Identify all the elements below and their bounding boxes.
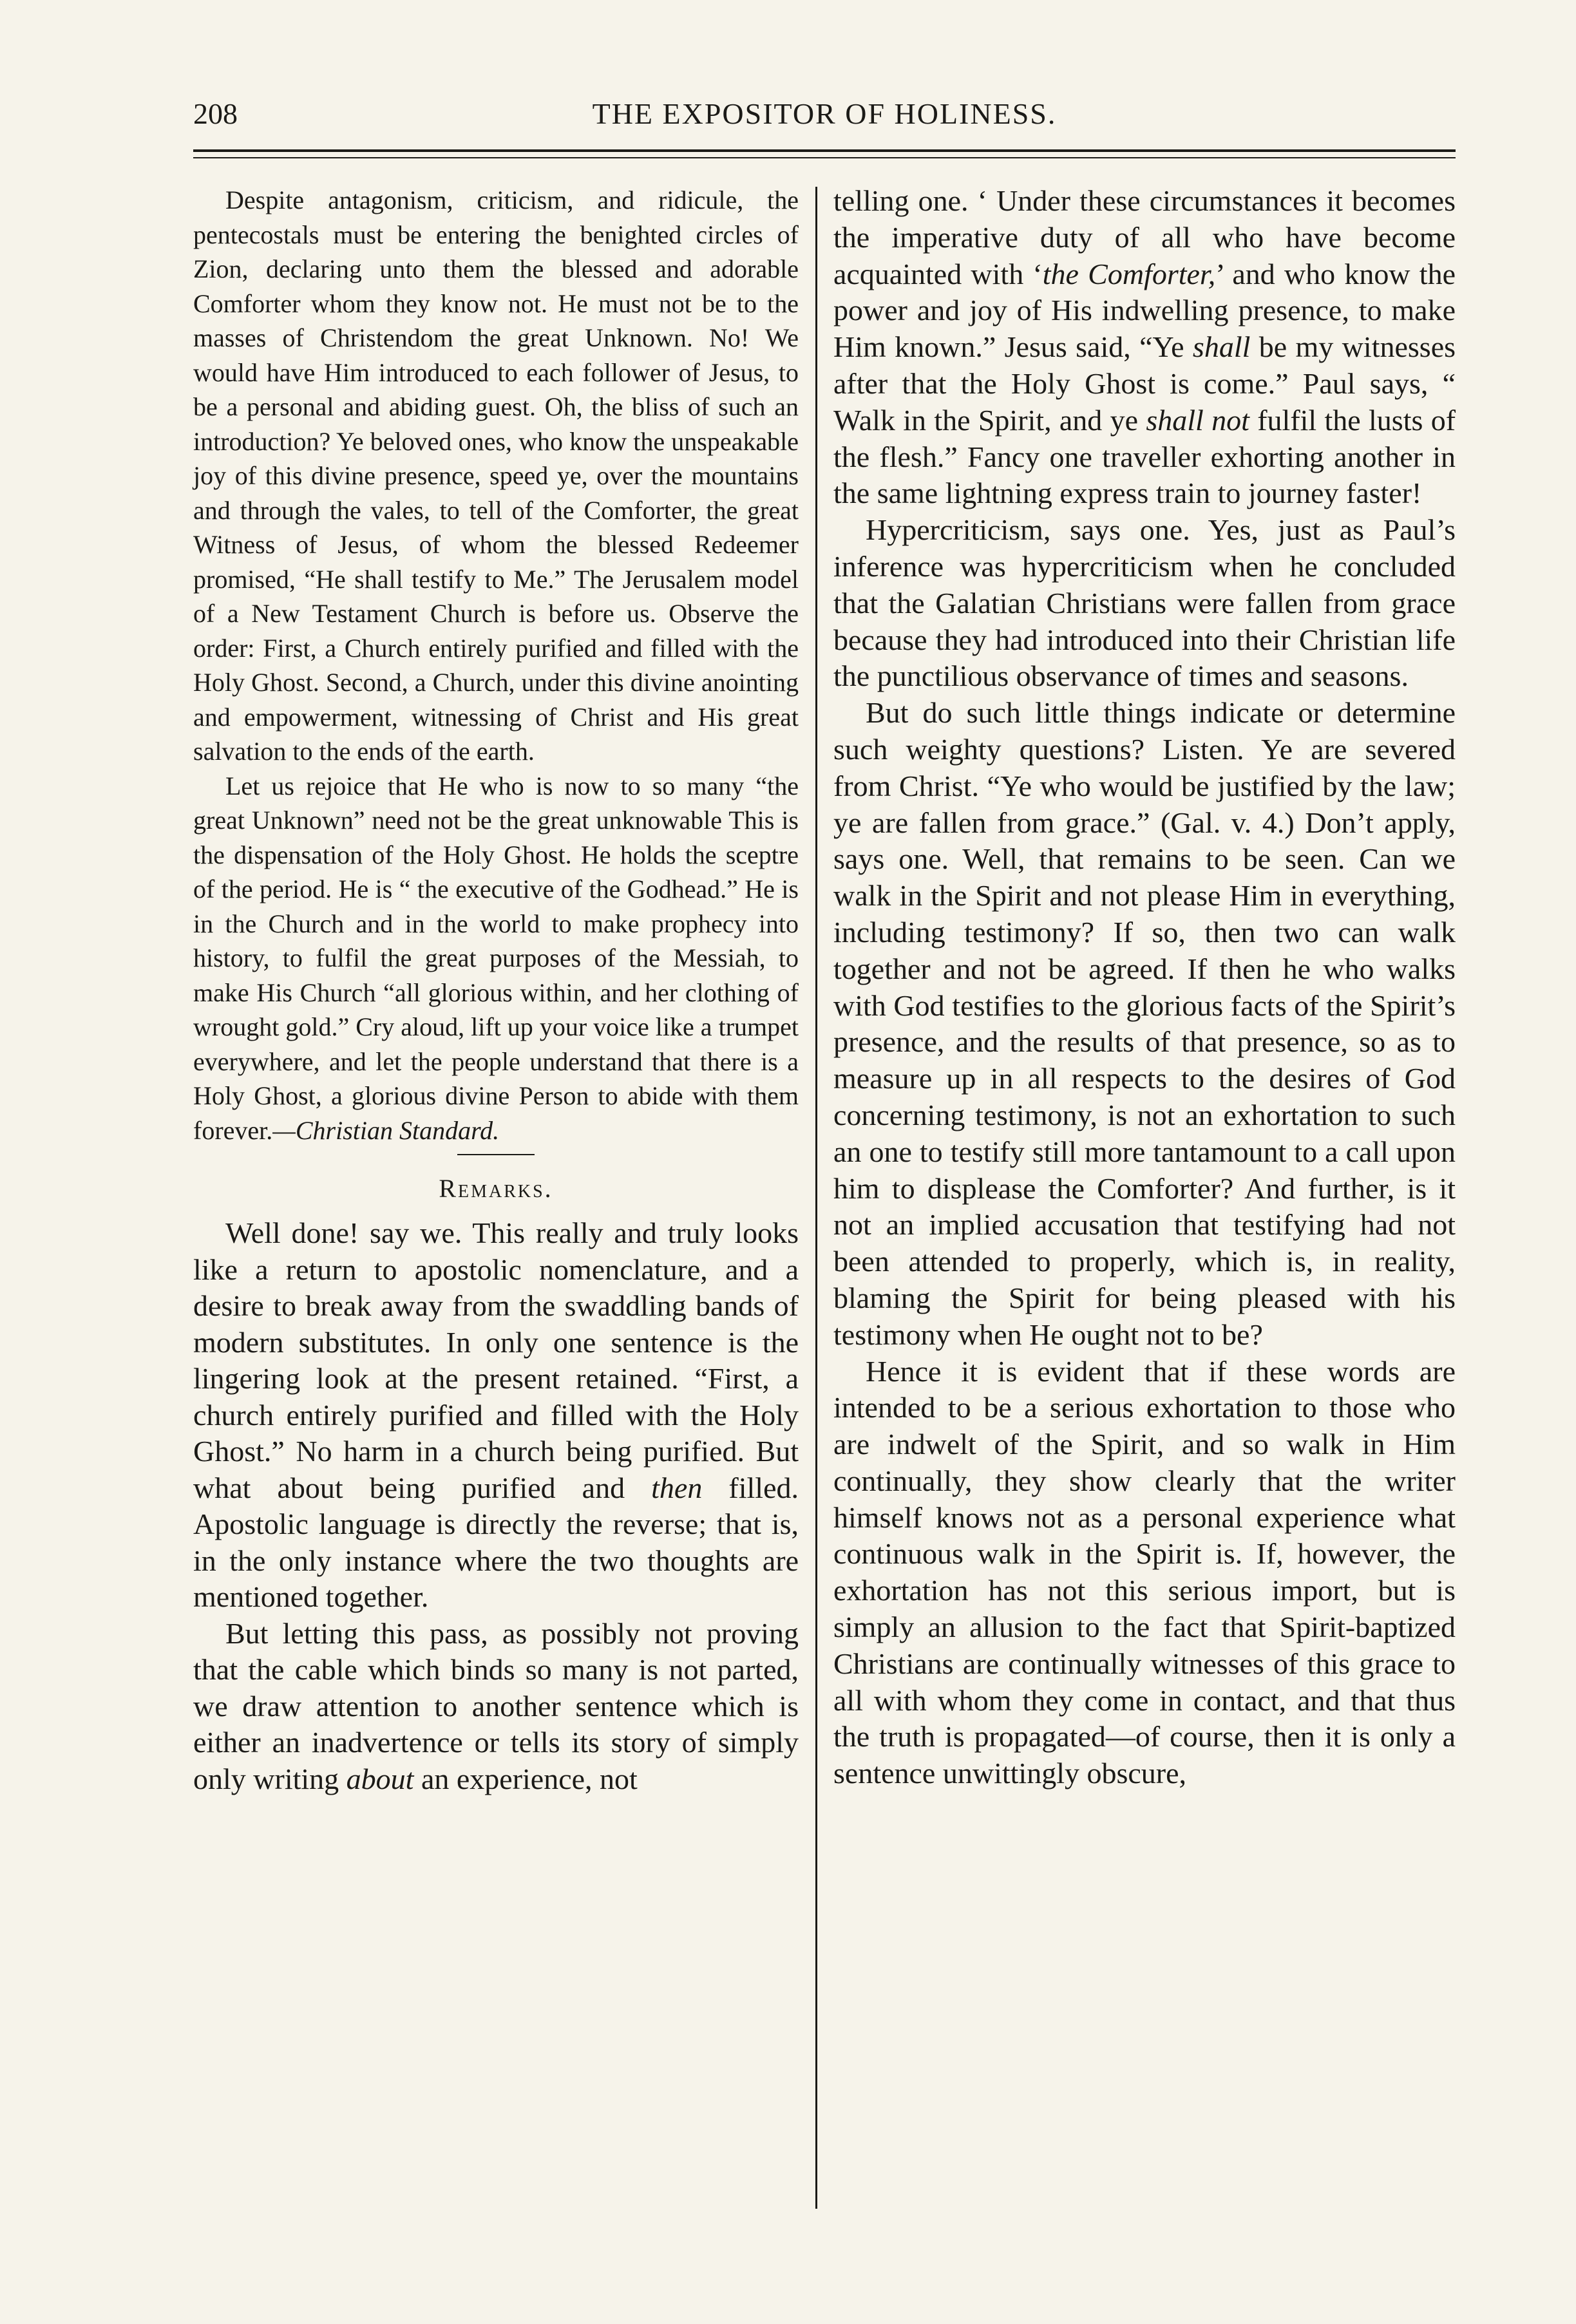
remarks-paragraph-2-a: But letting this pass, as possibly not proving that the cable which binds so many is not parted, we draw attention to another sentence which is either an inadvertence or tells its story of simply only writing [193,1616,799,1795]
remarks-paragraph-1 [193,1215,799,1616]
remarks-body [193,1215,799,1797]
header-rule-thin [193,157,1456,158]
remarks-heading: Remarks. [439,1174,553,1203]
right-paragraph-1-b: ’ and who know the power and joy of His indwelling presence, to make Him known.” Jesus said, “Ye [833,257,1456,364]
quoted-article [193,183,799,1148]
page-number: 208 [193,97,238,130]
article-paragraph-1: Despite antagonism, criticism, and ridicule, the pentecostals must be entering the benighted circles of Zion, declaring unto them the blessed and adorable Comforter whom they know not. He must not be to the masses of Christendom the great Unknown. No! We would have Him introduced to each follower of Jesus, to be a personal and abiding guest. Oh, the bliss of such an introduction? Ye beloved ones, who know the unspeakable joy of this divine presence, speed ye, over the mountains and through the vales, to tell of the Comforter, the great Witness of Jesus, of whom the blessed Redeemer promised, “He shall testify to Me.” The Jerusalem model of a New Testament Church is before us. Observe the order: First, a Church entirely purified and filled with the Holy Ghost. Second, a Church, under this divine anointing and empowerment, witnessing of Christ and His great salvation to the ends of the earth. [193,185,799,766]
running-title: THE EXPOSITOR OF HOLINESS. [592,97,1057,130]
right-paragraph-3: But do such little things indicate or determine such weighty questions? Listen. Ye are severed from Christ. “Ye who would be justified by the law; ye are fallen from grace.” (Gal. v. 4.) Don’t apply, says one. Well, that remains to be seen. Can we walk in the Spirit and not please Him in everything, including testimony? If so, then two can walk together and not be agreed. If then he who walks with God testifies to the glorious facts of the Spirit’s presence, and the results of that presence, so as to measure up in all respects to the desires of God concerning testimony, is not an exhortation to such an one to testify still more tantamount to a call upon him to displease the Comforter? And further, is it not an implied accusation that testifying had not been attended to properly, which is, in reality, blaming the Spirit for being pleased with his testimony when He ought not to be? [833,696,1456,1351]
article-paragraph-2 [193,769,799,1148]
right-paragraph-1-d: fulfil the lusts of the flesh.” Fancy one traveller exhorting another in the same lightning express train to journey faster! [833,403,1456,510]
article-paragraph-2-text: Let us rejoice that He who is now to so many “the great Unknown” need not be the great unknowable This is the dispensation of the Holy Ghost. He holds the sceptre of the period. He is “ the executive of the Godhead.” He is in the Church and in the world to make prophecy into history, to fulfil the great purposes of the Messiah, to make His Church “all glorious within, and her clothing of wrought gold.” Cry aloud, lift up your voice like a trumpet everywhere, and let the people understand that there is a Holy Ghost, a glorious divine Person to abide with them forever. [193,771,799,1145]
page-header [193,90,1456,142]
remarks-paragraph-2-em: about [346,1762,414,1795]
right-paragraph-1 [833,183,1456,512]
remarks-paragraph-2-b: an experience, not [421,1762,638,1795]
right-paragraph-1-em3: shall not [1146,403,1249,437]
right-column [833,183,1456,1792]
right-paragraph-1-a: telling one. ‘ Under these circumstances it becomes the imperative duty of all who have become acquainted with ‘ [833,184,1456,290]
article-attribution: —Christian Standard. [272,1115,500,1145]
right-paragraph-1-em2: shall [1192,330,1251,364]
remarks-paragraph-1-em: then [651,1471,703,1504]
right-paragraph-2: Hypercriticism, says one. Yes, just as Paul’s inference was hypercriticism when he concluded that the Galatian Christians were fallen from grace because they had introduced into their Christian life the punctilious observance of times and seasons. [833,513,1456,693]
column-divider [815,187,817,2209]
right-paragraph-4: Hence it is evident that if these words are intended to be a serious exhortation to those who are indwelt of the Spirit, and so walk in Him continually, they show clearly that the writer himself knows not as a personal experience what continuous walk in the Spirit is. If, however, the exhortation has not this serious import, but is simply an allusion to the fact that Spirit-baptized Christians are continually witnesses of this grace to all with whom they come in contact, and that thus the truth is propagated—of course, then it is only a sentence unwittingly obscure, [833,1354,1456,1790]
section-rule [457,1154,535,1155]
right-paragraph-1-em1: the Comforter, [1042,257,1216,290]
remarks-paragraph-2 [193,1616,799,1798]
left-column [193,183,799,1797]
remarks-paragraph-1-b: filled. Apostolic language is directly the reverse; that is, in the only instance where the two thoughts are mentioned together. [193,1471,799,1613]
right-paragraph-1-c: be my witnesses after that the Holy Ghost is come.” Paul says, “ Walk in the Spirit, and ye [833,330,1456,437]
header-rule-thick [193,149,1456,152]
remarks-paragraph-1-a: Well done! say we. This really and truly looks like a return to apostolic nomenclature, and a desire to break away from the swaddling bands of modern substitutes. In only one sentence is the lingering look at the present retained. “First, a church entirely purified and filled with the Holy Ghost.” No harm in a church being purified. But what about being purified and [193,1216,799,1504]
